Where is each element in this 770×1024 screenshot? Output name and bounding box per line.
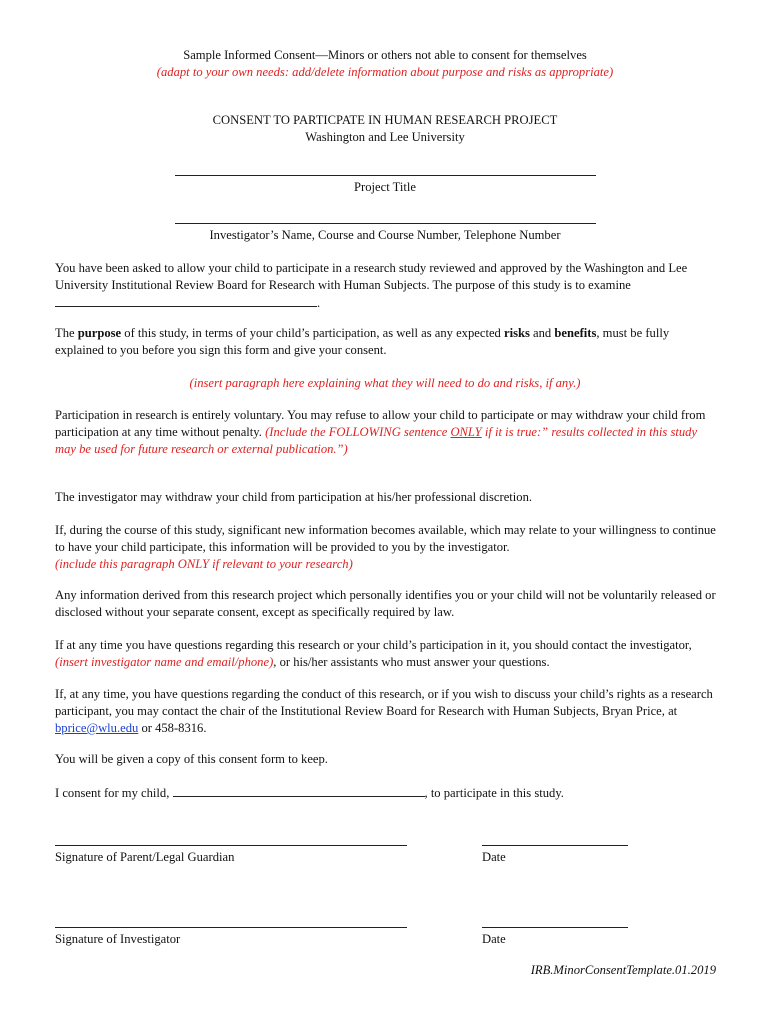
- irb-email-link[interactable]: bprice@wlu.edu: [55, 721, 139, 735]
- instruction-note: (insert investigator name and email/phone): [55, 655, 274, 669]
- study-purpose-blank[interactable]: [55, 294, 317, 307]
- purpose-bold: purpose: [77, 326, 122, 340]
- paragraph-new-info: [55, 522, 717, 573]
- template-id: IRB.MinorConsentTemplate.01.2019: [530, 963, 716, 977]
- instruction-note: (include this paragraph ONLY if relevant to your research): [55, 557, 353, 571]
- paragraph-text: of this study, in terms of your child’s participation, as well as any expected: [121, 326, 504, 340]
- project-title-label: Project Title: [354, 180, 416, 194]
- paragraph-confidentiality: Any information derived from this research project which personally identifies you or your child will not be voluntarily released or disclosed without your separate consent, except as specifically required by law.: [55, 588, 716, 619]
- investigator-date-line[interactable]: [482, 927, 628, 928]
- paragraph-withdraw: The investigator may withdraw your child from participation at his/her professional discretion.: [55, 490, 533, 504]
- paragraph-consent-child: [55, 784, 717, 802]
- paragraph-irb-contact: [55, 686, 717, 737]
- paragraph-text: and: [529, 326, 555, 340]
- paragraph-text: , or his/her assistants who must answer your questions.: [273, 655, 550, 669]
- instruction-note-emphasis: ONLY: [450, 425, 482, 439]
- paragraph-questions: [55, 637, 717, 671]
- investigator-info-label: Investigator’s Name, Course and Course Number, Telephone Number: [209, 228, 561, 242]
- paragraph-copy: You will be given a copy of this consent form to keep.: [55, 752, 328, 766]
- paragraph-text: Participation in research is entirely voluntary. You may refuse to allow your child to participate or may withdraw your child from participation at any time without penalty.: [55, 408, 706, 439]
- period: .: [317, 296, 321, 310]
- child-name-blank[interactable]: [173, 784, 425, 797]
- paragraph-text: You have been asked to allow your child to participate in a research study reviewed and approved by the Washington and Lee University Institutional Review Board for Research with Human Subjects. The purpose of this study is to examine: [55, 261, 688, 292]
- project-title-blank[interactable]: [175, 175, 596, 176]
- university-name: Washington and Lee University: [305, 130, 465, 144]
- investigator-date-label: Date: [482, 932, 506, 946]
- investigator-signature-line[interactable]: [55, 927, 407, 928]
- paragraph-text: If at any time you have questions regarding this research or your child’s participation in it, you should contact the investigator,: [55, 638, 692, 652]
- consent-heading: CONSENT TO PARTICPATE IN HUMAN RESEARCH PROJECT: [212, 113, 558, 127]
- instruction-note: if it is true:” results collected in this study may be used for future research or external publication.”): [55, 425, 698, 456]
- parent-signature-label: Signature of Parent/Legal Guardian: [55, 850, 235, 864]
- document-title: Sample Informed Consent—Minors or others not able to consent for themselves: [183, 48, 587, 62]
- parent-date-line[interactable]: [482, 845, 628, 846]
- risks-bold: risks: [503, 326, 530, 340]
- investigator-info-blank[interactable]: [175, 223, 596, 224]
- paragraph-text: If, at any time, you have questions regarding the conduct of this research, or if you wish to discuss your child’s rights as a research participant, you may contact the chair of the Institutional Review Board for Research with Human Subjects, Bryan Price, at: [55, 687, 713, 718]
- paragraph-text: The: [55, 326, 78, 340]
- parent-signature-line[interactable]: [55, 845, 407, 846]
- adapt-instruction-note: (adapt to your own needs: add/delete information about purpose and risks as appropriate): [156, 65, 614, 79]
- paragraph-text: If, during the course of this study, significant new information becomes available, which may relate to your willingness to continue to have your child participate, this information will be provided to you by the investigator.: [55, 523, 716, 554]
- benefits-bold: benefits: [554, 326, 597, 340]
- paragraph-explanation: [55, 325, 717, 359]
- instruction-note: (Include the FOLLOWING sentence: [265, 425, 451, 439]
- paragraph-text: , to participate in this study.: [424, 786, 564, 800]
- investigator-signature-label: Signature of Investigator: [55, 932, 181, 946]
- paragraph-voluntary: [55, 407, 717, 458]
- insert-paragraph-note: (insert paragraph here explaining what they will need to do and risks, if any.): [189, 376, 581, 390]
- paragraph-text: I consent for my child,: [55, 786, 173, 800]
- paragraph-purpose-intro: [55, 260, 717, 312]
- paragraph-text: or 458-8316.: [138, 721, 207, 735]
- parent-date-label: Date: [482, 850, 506, 864]
- paragraph-text: , must be fully explained to you before you sign this form and give your consent.: [55, 326, 670, 357]
